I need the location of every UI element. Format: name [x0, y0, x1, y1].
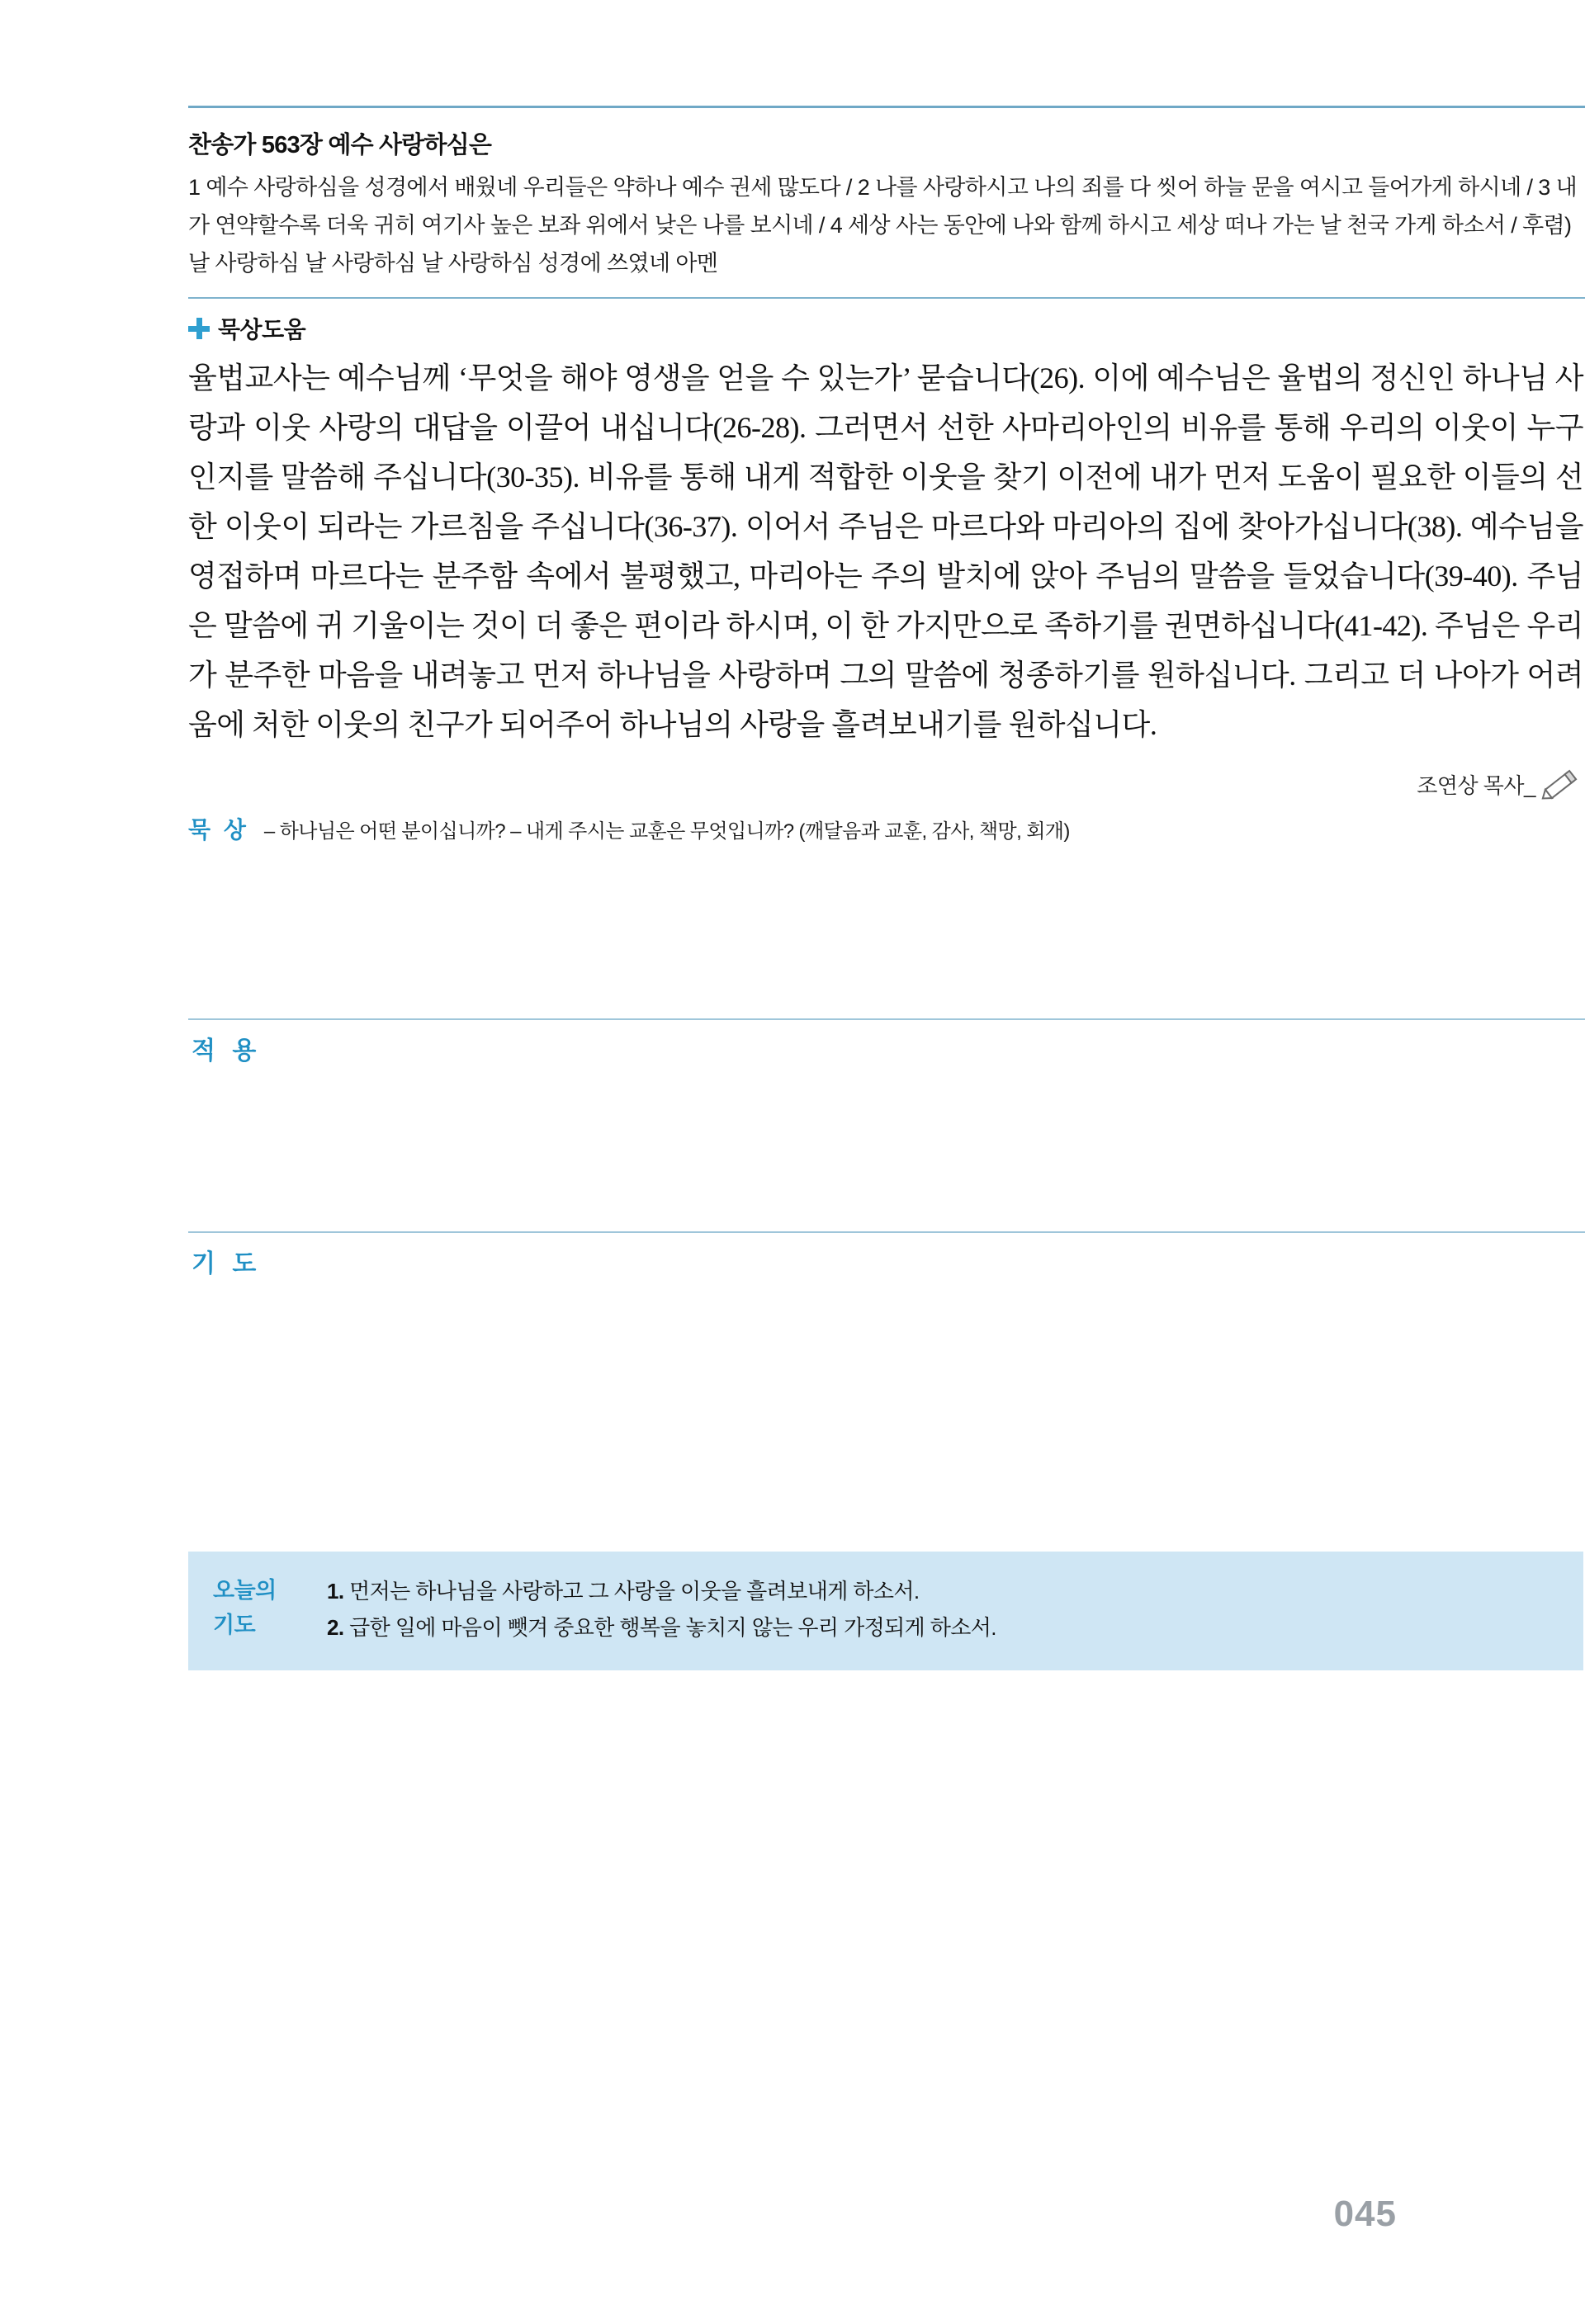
author-line [188, 768, 1583, 801]
meditation-write-area[interactable] [188, 845, 1585, 1018]
hymn-body: 1 예수 사랑하심을 성경에서 배웠네 우리들은 약하나 예수 권세 많도다 / 2 나를 사랑하시고 나의 죄를 다 씻어 하늘 문을 여시고 들어가게 하시네 / 3 내가 연약할수록 더욱 귀히 여기사 높은 보좌 위에서 낮은 나를 보시네 / 4 세상 사는 동안에 나와 함께 하시고 세상 떠나 가는 날 천국 가게 하소서 / 후렴) 날 사랑하심 날 사랑하심 날 사랑하심 성경에 쓰였네 아멘 [188, 175, 1578, 276]
prayer-label: 기 도 [192, 1250, 262, 1278]
divider-hymn-bottom [188, 297, 1585, 299]
today-prayer-item-number: 1. [327, 1579, 344, 1604]
meditation-prompt-text: – 하나님은 어떤 분이십니까? – 내게 주시는 교훈은 무엇입니까? (깨달음과 교훈, 감사, 책망, 회개) [263, 820, 1070, 843]
cross-icon [188, 318, 210, 339]
meditation-help-label: 묵상도움 [218, 317, 306, 342]
page-number: 045 [1333, 2194, 1397, 2234]
prayer-section [188, 1233, 1583, 1494]
today-prayer-tag-line1: 오늘의 [213, 1578, 277, 1603]
pencil-icon [1540, 768, 1583, 801]
today-prayer-tag-line2: 기도 [213, 1613, 256, 1637]
author-name: 조연상 목사_ [1417, 772, 1535, 798]
prayer-write-area[interactable] [188, 1279, 1583, 1494]
divider-top [188, 106, 1585, 108]
application-label: 적 용 [192, 1037, 262, 1065]
page-content [188, 0, 1585, 1670]
meditation-prompt [188, 812, 1583, 845]
meditation-help-heading [188, 312, 1585, 345]
hymn-section [188, 126, 1585, 282]
today-prayer-item-number: 2. [327, 1615, 344, 1640]
today-prayer-item-text: 급한 일에 마음이 뺏겨 중요한 행복을 놓치지 않는 우리 가정되게 하소서. [349, 1615, 996, 1640]
today-prayer-tag [188, 1573, 327, 1642]
today-prayer-box [188, 1552, 1583, 1670]
today-prayer-item [327, 1573, 1559, 1609]
meditation-prompt-label: 묵 상 [188, 817, 249, 843]
meditation-help-body: 율법교사는 예수님께 ‘무엇을 해야 영생을 얻을 수 있는가’ 묻습니다(26). 이에 예수님은 율법의 정신인 하나님 사랑과 이웃 사랑의 대답을 이끌어 내십니다(26-28). 그러면서 선한 사마리아인의 비유를 통해 우리의 이웃이 누구인지를 말씀해 주십니다(30-35). 비유를 통해 내게 적합한 이웃을 찾기 이전에 내가 먼저 도움이 필요한 이들의 선한 이웃이 되라는 가르침을 주십니다(36-37). 이어서 주님은 마르다와 마리아의 집에 찾아가십니다(38). 예수님을 영접하며 마르다는 분주함 속에서 불평했고, 마리아는 주의 발치에 앉아 주님의 말씀을 들었습니다(39-40). 주님은 말씀에 귀 기울이는 것이 더 좋은 편이라 하시며, 이 한 가지만으로 족하기를 권면하십니다(41-42). 주님은 우리가 분주한 마음을 내려놓고 먼저 하나님을 사랑하며 그의 말씀에 청종하기를 원하십니다. 그리고 더 나아가 어려움에 처한 이웃의 친구가 되어주어 하나님의 사랑을 흘려보내기를 원하십니다. [188, 361, 1583, 741]
meditation-help-section [188, 312, 1585, 845]
today-prayer-items [327, 1573, 1583, 1646]
hymn-title: 찬송가 563장 예수 사랑하심은 [188, 132, 492, 158]
application-section [188, 1020, 1583, 1231]
today-prayer-item-text: 먼저는 하나님을 사랑하고 그 사랑을 이웃을 흘려보내게 하소서. [349, 1579, 920, 1604]
application-write-area[interactable] [188, 1066, 1583, 1231]
today-prayer-item [327, 1609, 1559, 1646]
